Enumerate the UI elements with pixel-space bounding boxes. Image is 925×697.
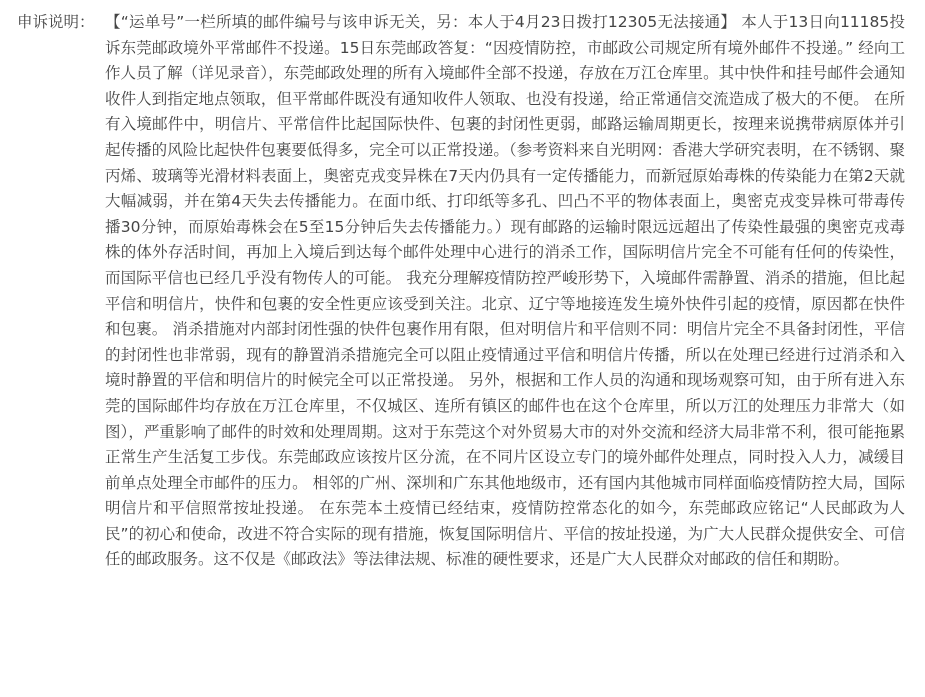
complaint-description-text: 【“运单号”一栏所填的邮件编号与该申诉无关，另：本人于4月23日拨打12305无法接通】 本人于13日向11185投诉东莞邮政境外平常邮件不投递。15日东莞邮政答复：“因疫情防控，市邮政公司规定所有境外邮件不投递。” 经向工作人员了解（详见录音），东莞邮政处理的所有入境邮件全部不投递，存放在万江仓库里。其中快件和挂号邮件会通知收件人到指定地点领取，但平常邮件既没有通知收件人领取、也没有投递，给正常通信交流造成了极大的不便。 在所有入境邮件中，明信片、平常信件比起国际快件、包裹的封闭性更弱，邮路运输周期更长，按理来说携带病原体并引起传播的风险比起快件包裹要低得多，完全可以正常投递。（参考资料来自光明网：香港大学研究表明，在不锈钢、聚丙烯、玻璃等光滑材料表面上，奥密克戎变异株在7天内仍具有一定传播能力，而新冠原始毒株的传染能力在第2天就大幅减弱，并在第4天失去传播能力。在面巾纸、打印纸等多孔、凹凸不平的物体表面上，奥密克戎变异株可带毒传播30分钟，而原始毒株会在5至15分钟后失去传播能力。）现有邮路的运输时限远远超出了传染性最强的奥密克戎毒株的体外存活时间，再加上入境后到达每个邮件处理中心进行的消杀工作，国际明信片完全不可能有任何的传染性，而国际平信也已经几乎没有物传人的可能。 我充分理解疫情防控严峻形势下，入境邮件需静置、消杀的措施，但比起平信和明信片，快件和包裹的安全性更应该受到关注。北京、辽宁等地接连发生境外快件引起的疫情，原因都在快件和包裹。 消杀措施对内部封闭性强的快件包裹作用有限，但对明信片和平信则不同：明信片完全不具备封闭性，平信的封闭性也非常弱，现有的静置消杀措施完全可以阻止疫情通过平信和明信片传播，所以在处理已经进行过消杀和入境时静置的平信和明信片的时候完全可以正常投递。 另外，根据和工作人员的沟通和现场观察可知，由于所有进入东莞的国际邮件均存放在万江仓库里，不仅城区、连所有镇区的邮件也在这个仓库里，所以万江的处理压力非常大（如图），严重影响了邮件的时效和处理周期。这对于东莞这个对外贸易大市的对外交流和经济大局非常不利，很可能拖累正常生产生活复工步伐。东莞邮政应该按片区分流，在不同片区设立专门的境外邮件处理点，同时投入人力，减缓目前单点处理全市邮件的压力。 相邻的广州、深圳和广东其他地级市，还有国内其他城市同样面临疫情防控大局，国际明信片和平信照常按址投递。 在东莞本土疫情已经结束，疫情防控常态化的如今，东莞邮政应铭记“人民邮政为人民”的初心和使命，改进不符合实际的现有措施，恢复国际明信片、平信的按址投递，为广大人民群众提供安全、可信任的邮政服务。这不仅是《邮政法》等法律法规、标准的硬性要求，还是广大人民群众对邮政的信任和期盼。	[105, 13, 905, 569]
complaint-description-label: 申诉说明：	[17, 13, 95, 31]
